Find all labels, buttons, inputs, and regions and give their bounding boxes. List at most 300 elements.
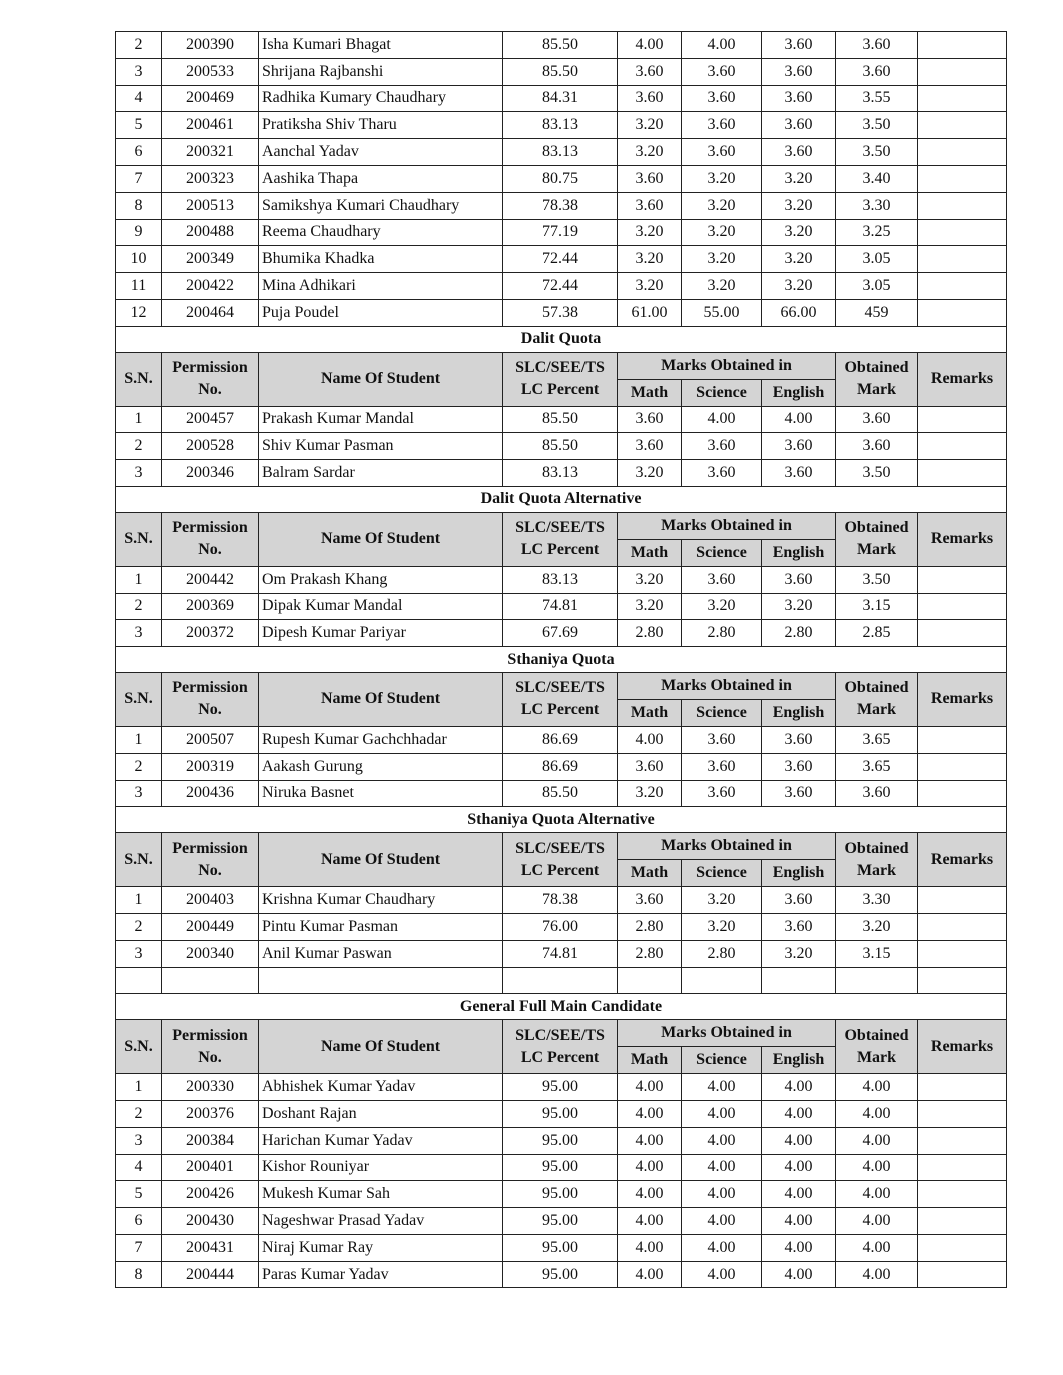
science-mark-cell: 3.60	[682, 112, 762, 139]
math-mark-cell: 4.00	[618, 1208, 682, 1235]
english-mark-cell: 3.60	[762, 85, 836, 112]
student-name-cell: Mina Adhikari	[259, 273, 503, 300]
science-mark-cell: 4.00	[682, 1234, 762, 1261]
student-name-cell: Dipak Kumar Mandal	[259, 593, 503, 620]
english-mark-cell: 3.60	[762, 112, 836, 139]
science-header: Science	[682, 539, 762, 566]
permission-number-cell: 200442	[162, 566, 259, 593]
percent-header-line1: SLC/SEE/TS	[515, 679, 605, 697]
student-name-cell: Bhumika Khadka	[259, 246, 503, 273]
remarks-cell	[918, 460, 1007, 487]
permission-number-cell: 200384	[162, 1127, 259, 1154]
student-name-cell: Aakash Gurung	[259, 753, 503, 780]
student-name-cell: Balram Sardar	[259, 460, 503, 487]
table-row	[116, 1154, 1007, 1181]
student-name-cell: Isha Kumari Bhagat	[259, 32, 503, 59]
serial-number-cell: 7	[116, 165, 162, 192]
blank-cell	[618, 967, 682, 994]
blank-cell	[116, 967, 162, 994]
remarks-cell	[918, 566, 1007, 593]
english-mark-cell: 3.60	[762, 32, 836, 59]
student-name-cell: Aanchal Yadav	[259, 139, 503, 166]
percent-cell: 83.13	[503, 139, 618, 166]
serial-number-cell: 3	[116, 1127, 162, 1154]
remarks-cell	[918, 1181, 1007, 1208]
english-mark-cell: 4.00	[762, 1127, 836, 1154]
student-name-cell: Shrijana Rajbanshi	[259, 58, 503, 85]
percent-header	[503, 1020, 618, 1074]
marks-group-header: Marks Obtained in	[618, 833, 836, 860]
marks-group-header: Marks Obtained in	[618, 352, 836, 379]
serial-number-cell: 2	[116, 32, 162, 59]
science-mark-cell: 3.20	[682, 273, 762, 300]
science-mark-cell: 3.60	[682, 139, 762, 166]
science-mark-cell: 3.60	[682, 753, 762, 780]
table-row	[116, 85, 1007, 112]
permission-header-line1: Permission	[172, 679, 248, 697]
student-name-cell: Harichan Kumar Yadav	[259, 1127, 503, 1154]
student-name-cell: Dipesh Kumar Pariyar	[259, 620, 503, 647]
obtained-mark-cell: 3.65	[836, 726, 918, 753]
table-row	[116, 112, 1007, 139]
english-mark-cell: 4.00	[762, 1074, 836, 1101]
obtained-header-line1: Obtained	[844, 679, 909, 697]
permission-number-cell: 200449	[162, 913, 259, 940]
percent-cell: 95.00	[503, 1234, 618, 1261]
serial-number-cell: 5	[116, 1181, 162, 1208]
obtained-mark-cell: 3.60	[836, 58, 918, 85]
table-row	[116, 406, 1007, 433]
math-mark-cell: 4.00	[618, 32, 682, 59]
permission-number-cell: 200390	[162, 32, 259, 59]
table-row	[116, 246, 1007, 273]
english-header: English	[762, 379, 836, 406]
obtained-mark-cell: 3.60	[836, 32, 918, 59]
blank-cell	[682, 967, 762, 994]
math-mark-cell: 4.00	[618, 1261, 682, 1288]
obtained-header	[836, 352, 918, 406]
percent-cell: 85.50	[503, 32, 618, 59]
percent-header-line2: LC Percent	[520, 541, 600, 559]
section-title-row	[116, 326, 1007, 352]
marks-group-header: Marks Obtained in	[618, 672, 836, 699]
english-mark-cell: 66.00	[762, 299, 836, 326]
percent-header	[503, 352, 618, 406]
remarks-cell	[918, 1234, 1007, 1261]
student-name-cell: Krishna Kumar Chaudhary	[259, 887, 503, 914]
percent-header-line2: LC Percent	[520, 381, 600, 399]
section-title: Dalit Quota	[116, 326, 1007, 352]
obtained-mark-cell: 3.50	[836, 566, 918, 593]
student-name-cell: Niruka Basnet	[259, 780, 503, 807]
student-name-cell: Om Prakash Khang	[259, 566, 503, 593]
remarks-cell	[918, 192, 1007, 219]
percent-cell: 76.00	[503, 913, 618, 940]
obtained-mark-cell: 3.55	[836, 85, 918, 112]
permission-number-cell: 200528	[162, 433, 259, 460]
science-mark-cell: 4.00	[682, 1181, 762, 1208]
permission-header-line1: Permission	[172, 839, 248, 857]
serial-number-cell: 3	[116, 940, 162, 967]
math-mark-cell: 3.60	[618, 406, 682, 433]
english-mark-cell: 4.00	[762, 1181, 836, 1208]
remarks-cell	[918, 273, 1007, 300]
remarks-cell	[918, 887, 1007, 914]
english-mark-cell: 3.60	[762, 566, 836, 593]
math-mark-cell: 3.20	[618, 780, 682, 807]
serial-number-cell: 1	[116, 406, 162, 433]
table-row	[116, 1181, 1007, 1208]
english-mark-cell: 3.60	[762, 139, 836, 166]
remarks-cell	[918, 299, 1007, 326]
table-row	[116, 192, 1007, 219]
section-title: Sthaniya Quota	[116, 647, 1007, 673]
percent-header-line2: LC Percent	[520, 1048, 600, 1066]
math-header: Math	[618, 699, 682, 726]
obtained-mark-cell: 4.00	[836, 1154, 918, 1181]
obtained-mark-cell: 3.25	[836, 219, 918, 246]
science-mark-cell: 3.60	[682, 85, 762, 112]
science-mark-cell: 4.00	[682, 1074, 762, 1101]
permission-number-cell: 200376	[162, 1100, 259, 1127]
section-title-row	[116, 647, 1007, 673]
column-header-row	[116, 672, 1007, 699]
remarks-header: Remarks	[918, 352, 1007, 406]
math-mark-cell: 2.80	[618, 913, 682, 940]
remarks-cell	[918, 1208, 1007, 1235]
blank-cell	[836, 967, 918, 994]
obtained-mark-cell: 4.00	[836, 1208, 918, 1235]
english-mark-cell: 2.80	[762, 620, 836, 647]
sn-header: S.N.	[116, 833, 162, 887]
table-row	[116, 219, 1007, 246]
english-mark-cell: 3.60	[762, 460, 836, 487]
science-mark-cell: 4.00	[682, 1154, 762, 1181]
remarks-cell	[918, 165, 1007, 192]
english-mark-cell: 4.00	[762, 1234, 836, 1261]
science-mark-cell: 3.60	[682, 566, 762, 593]
remarks-cell	[918, 1261, 1007, 1288]
permission-header-line2: No.	[198, 381, 222, 399]
obtained-mark-cell: 4.00	[836, 1234, 918, 1261]
sn-header: S.N.	[116, 352, 162, 406]
serial-number-cell: 6	[116, 1208, 162, 1235]
math-mark-cell: 2.80	[618, 620, 682, 647]
remarks-cell	[918, 1074, 1007, 1101]
percent-cell: 83.13	[503, 460, 618, 487]
math-mark-cell: 3.60	[618, 58, 682, 85]
math-mark-cell: 4.00	[618, 1234, 682, 1261]
percent-cell: 95.00	[503, 1127, 618, 1154]
name-header: Name Of Student	[259, 833, 503, 887]
permission-number-cell: 200488	[162, 219, 259, 246]
remarks-cell	[918, 726, 1007, 753]
percent-cell: 85.50	[503, 780, 618, 807]
remarks-cell	[918, 620, 1007, 647]
section-title-row	[116, 807, 1007, 833]
permission-header-line1: Permission	[172, 359, 248, 377]
remarks-header: Remarks	[918, 1020, 1007, 1074]
obtained-mark-cell: 3.05	[836, 246, 918, 273]
english-mark-cell: 3.20	[762, 246, 836, 273]
remarks-header: Remarks	[918, 672, 1007, 726]
science-mark-cell: 3.60	[682, 433, 762, 460]
serial-number-cell: 1	[116, 726, 162, 753]
math-mark-cell: 3.60	[618, 433, 682, 460]
blank-row	[116, 967, 1007, 994]
blank-cell	[918, 967, 1007, 994]
permission-number-cell: 200321	[162, 139, 259, 166]
permission-header-line2: No.	[198, 541, 222, 559]
table-row	[116, 58, 1007, 85]
results-table	[115, 31, 1007, 1288]
math-header: Math	[618, 539, 682, 566]
section-title-row	[116, 486, 1007, 512]
science-header: Science	[682, 1047, 762, 1074]
math-mark-cell: 3.20	[618, 139, 682, 166]
obtained-header-line1: Obtained	[844, 1026, 909, 1044]
permission-number-cell: 200533	[162, 58, 259, 85]
percent-cell: 95.00	[503, 1100, 618, 1127]
permission-number-cell: 200464	[162, 299, 259, 326]
obtained-header-line2: Mark	[856, 541, 897, 559]
obtained-mark-cell: 459	[836, 299, 918, 326]
english-mark-cell: 3.60	[762, 58, 836, 85]
serial-number-cell: 3	[116, 620, 162, 647]
math-mark-cell: 3.20	[618, 112, 682, 139]
science-mark-cell: 3.60	[682, 460, 762, 487]
sn-header: S.N.	[116, 672, 162, 726]
serial-number-cell: 4	[116, 1154, 162, 1181]
obtained-mark-cell: 4.00	[836, 1074, 918, 1101]
student-name-cell: Doshant Rajan	[259, 1100, 503, 1127]
percent-cell: 74.81	[503, 593, 618, 620]
obtained-header-line2: Mark	[856, 381, 897, 399]
math-mark-cell: 4.00	[618, 726, 682, 753]
math-mark-cell: 3.20	[618, 219, 682, 246]
science-mark-cell: 4.00	[682, 1261, 762, 1288]
permission-number-cell: 200319	[162, 753, 259, 780]
permission-number-cell: 200372	[162, 620, 259, 647]
table-row	[116, 913, 1007, 940]
math-mark-cell: 3.60	[618, 753, 682, 780]
student-name-cell: Paras Kumar Yadav	[259, 1261, 503, 1288]
obtained-header	[836, 512, 918, 566]
table-row	[116, 1074, 1007, 1101]
table-row	[116, 1100, 1007, 1127]
column-header-row	[116, 512, 1007, 539]
english-header: English	[762, 539, 836, 566]
remarks-cell	[918, 246, 1007, 273]
remarks-cell	[918, 1154, 1007, 1181]
science-mark-cell: 4.00	[682, 406, 762, 433]
english-mark-cell: 3.20	[762, 165, 836, 192]
math-header: Math	[618, 1047, 682, 1074]
table-row	[116, 940, 1007, 967]
percent-cell: 83.13	[503, 566, 618, 593]
science-mark-cell: 3.20	[682, 192, 762, 219]
serial-number-cell: 1	[116, 1074, 162, 1101]
permission-number-cell: 200513	[162, 192, 259, 219]
percent-header-line1: SLC/SEE/TS	[515, 359, 605, 377]
permission-header-line1: Permission	[172, 1026, 248, 1044]
permission-number-cell: 200507	[162, 726, 259, 753]
section-title: Sthaniya Quota Alternative	[116, 807, 1007, 833]
permission-number-cell: 200426	[162, 1181, 259, 1208]
obtained-header-line1: Obtained	[844, 519, 909, 537]
obtained-mark-cell: 3.50	[836, 460, 918, 487]
remarks-cell	[918, 58, 1007, 85]
permission-number-cell: 200340	[162, 940, 259, 967]
math-mark-cell: 4.00	[618, 1127, 682, 1154]
remarks-cell	[918, 1100, 1007, 1127]
permission-header	[162, 833, 259, 887]
permission-number-cell: 200457	[162, 406, 259, 433]
obtained-mark-cell: 4.00	[836, 1181, 918, 1208]
science-mark-cell: 3.60	[682, 726, 762, 753]
obtained-mark-cell: 4.00	[836, 1261, 918, 1288]
percent-cell: 85.50	[503, 58, 618, 85]
section-title: General Full Main Candidate	[116, 994, 1007, 1020]
math-mark-cell: 3.60	[618, 192, 682, 219]
permission-header	[162, 352, 259, 406]
permission-number-cell: 200469	[162, 85, 259, 112]
math-mark-cell: 3.20	[618, 273, 682, 300]
table-row	[116, 139, 1007, 166]
obtained-header-line1: Obtained	[844, 359, 909, 377]
math-mark-cell: 2.80	[618, 940, 682, 967]
obtained-mark-cell: 3.60	[836, 406, 918, 433]
remarks-header: Remarks	[918, 833, 1007, 887]
percent-cell: 72.44	[503, 273, 618, 300]
student-name-cell: Pratiksha Shiv Tharu	[259, 112, 503, 139]
table-row	[116, 299, 1007, 326]
obtained-header	[836, 672, 918, 726]
obtained-mark-cell: 3.65	[836, 753, 918, 780]
percent-header-line2: LC Percent	[520, 861, 600, 879]
obtained-mark-cell: 3.50	[836, 139, 918, 166]
table-row	[116, 726, 1007, 753]
english-mark-cell: 4.00	[762, 1154, 836, 1181]
permission-header	[162, 1020, 259, 1074]
math-mark-cell: 3.20	[618, 593, 682, 620]
obtained-mark-cell: 3.60	[836, 780, 918, 807]
english-mark-cell: 3.20	[762, 219, 836, 246]
math-mark-cell: 3.60	[618, 165, 682, 192]
remarks-cell	[918, 32, 1007, 59]
percent-cell: 86.69	[503, 753, 618, 780]
student-name-cell: Prakash Kumar Mandal	[259, 406, 503, 433]
table-row	[116, 433, 1007, 460]
science-header: Science	[682, 860, 762, 887]
student-name-cell: Samikshya Kumari Chaudhary	[259, 192, 503, 219]
math-mark-cell: 61.00	[618, 299, 682, 326]
math-header: Math	[618, 860, 682, 887]
permission-number-cell: 200461	[162, 112, 259, 139]
remarks-cell	[918, 780, 1007, 807]
english-mark-cell: 3.60	[762, 753, 836, 780]
obtained-header-line1: Obtained	[844, 839, 909, 857]
permission-header-line2: No.	[198, 861, 222, 879]
percent-cell: 85.50	[503, 433, 618, 460]
percent-cell: 72.44	[503, 246, 618, 273]
math-mark-cell: 3.60	[618, 85, 682, 112]
english-mark-cell: 3.20	[762, 593, 836, 620]
percent-cell: 95.00	[503, 1261, 618, 1288]
serial-number-cell: 6	[116, 139, 162, 166]
english-header: English	[762, 1047, 836, 1074]
science-mark-cell: 3.20	[682, 246, 762, 273]
obtained-mark-cell: 3.05	[836, 273, 918, 300]
science-mark-cell: 3.20	[682, 219, 762, 246]
obtained-header	[836, 833, 918, 887]
sn-header: S.N.	[116, 512, 162, 566]
student-name-cell: Niraj Kumar Ray	[259, 1234, 503, 1261]
section-title-row	[116, 994, 1007, 1020]
percent-cell: 74.81	[503, 940, 618, 967]
permission-number-cell: 200444	[162, 1261, 259, 1288]
permission-header	[162, 512, 259, 566]
student-name-cell: Nageshwar Prasad Yadav	[259, 1208, 503, 1235]
table-row	[116, 1127, 1007, 1154]
table-row	[116, 1208, 1007, 1235]
math-mark-cell: 4.00	[618, 1181, 682, 1208]
serial-number-cell: 9	[116, 219, 162, 246]
math-mark-cell: 4.00	[618, 1100, 682, 1127]
science-mark-cell: 3.20	[682, 165, 762, 192]
science-header: Science	[682, 379, 762, 406]
permission-number-cell: 200403	[162, 887, 259, 914]
name-header: Name Of Student	[259, 672, 503, 726]
table-row	[116, 1261, 1007, 1288]
english-mark-cell: 4.00	[762, 1261, 836, 1288]
student-name-cell: Pintu Kumar Pasman	[259, 913, 503, 940]
remarks-cell	[918, 753, 1007, 780]
serial-number-cell: 1	[116, 566, 162, 593]
percent-header-line1: SLC/SEE/TS	[515, 839, 605, 857]
percent-cell: 77.19	[503, 219, 618, 246]
english-mark-cell: 4.00	[762, 406, 836, 433]
serial-number-cell: 12	[116, 299, 162, 326]
english-mark-cell: 3.60	[762, 433, 836, 460]
remarks-cell	[918, 913, 1007, 940]
student-name-cell: Kishor Rouniyar	[259, 1154, 503, 1181]
english-mark-cell: 3.60	[762, 780, 836, 807]
serial-number-cell: 1	[116, 887, 162, 914]
english-mark-cell: 4.00	[762, 1208, 836, 1235]
table-row	[116, 887, 1007, 914]
percent-header-line2: LC Percent	[520, 701, 600, 719]
obtained-header	[836, 1020, 918, 1074]
table-row	[116, 566, 1007, 593]
english-mark-cell: 3.20	[762, 192, 836, 219]
obtained-mark-cell: 3.15	[836, 593, 918, 620]
math-mark-cell: 4.00	[618, 1074, 682, 1101]
serial-number-cell: 3	[116, 58, 162, 85]
percent-cell: 78.38	[503, 192, 618, 219]
student-name-cell: Radhika Kumary Chaudhary	[259, 85, 503, 112]
math-mark-cell: 3.20	[618, 566, 682, 593]
name-header: Name Of Student	[259, 352, 503, 406]
obtained-mark-cell: 3.30	[836, 887, 918, 914]
blank-cell	[503, 967, 618, 994]
serial-number-cell: 2	[116, 913, 162, 940]
results-document	[115, 31, 1006, 1288]
student-name-cell: Shiv Kumar Pasman	[259, 433, 503, 460]
remarks-cell	[918, 85, 1007, 112]
science-mark-cell: 4.00	[682, 1127, 762, 1154]
remarks-cell	[918, 139, 1007, 166]
